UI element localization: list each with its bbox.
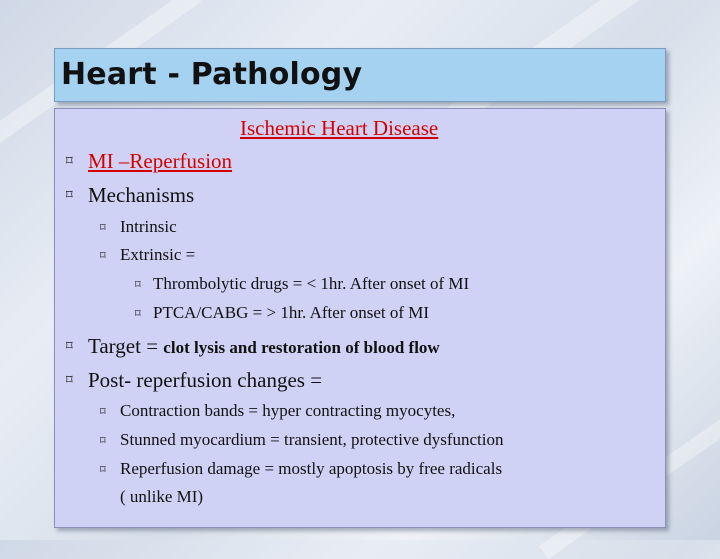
bullet-icon: ⌑ (100, 221, 106, 234)
bullet-text: MI –Reperfusion (88, 149, 233, 173)
bullet-text: Contraction bands = hyper contracting myocytes, (120, 401, 456, 420)
bullet-text: Extrinsic = (120, 245, 196, 264)
bullet-icon: ⌑ (66, 339, 73, 354)
bullet-text: PTCA/CABG = > 1hr. After onset of MI (153, 303, 430, 322)
bullet-text: Stunned myocardium = transient, protective dysfunction (120, 430, 504, 449)
target-lead: Target = (88, 334, 164, 358)
bullet-text: Thrombolytic drugs = < 1hr. After onset of MI (153, 274, 470, 293)
bullet-icon: ⌑ (100, 434, 106, 447)
bullet-text: Post- reperfusion changes = (88, 368, 323, 392)
bullet-text: Mechanisms (88, 183, 195, 207)
bullet-text-group (88, 334, 440, 359)
section-heading: Ischemic Heart Disease (240, 116, 439, 140)
bullet-text: ( unlike MI) (120, 487, 204, 506)
bullet-icon: ⌑ (135, 278, 141, 291)
bullet-icon: ⌑ (66, 188, 73, 203)
title-bar (54, 48, 666, 102)
bullet-icon: ⌑ (100, 249, 106, 262)
bullet-continuation (120, 487, 203, 507)
bullet-text: Reperfusion damage = mostly apoptosis by free radicals (120, 459, 503, 478)
bullet-icon: ⌑ (100, 405, 106, 418)
target-rest: clot lysis and restoration of blood flow (163, 338, 440, 357)
bullet-icon: ⌑ (66, 373, 73, 388)
bullet-text: Intrinsic (120, 217, 177, 236)
slide-title: Heart - Pathology (61, 57, 363, 92)
bullet-icon: ⌑ (135, 307, 141, 320)
bullet-icon: ⌑ (100, 463, 106, 476)
bullet-icon: ⌑ (66, 154, 73, 169)
